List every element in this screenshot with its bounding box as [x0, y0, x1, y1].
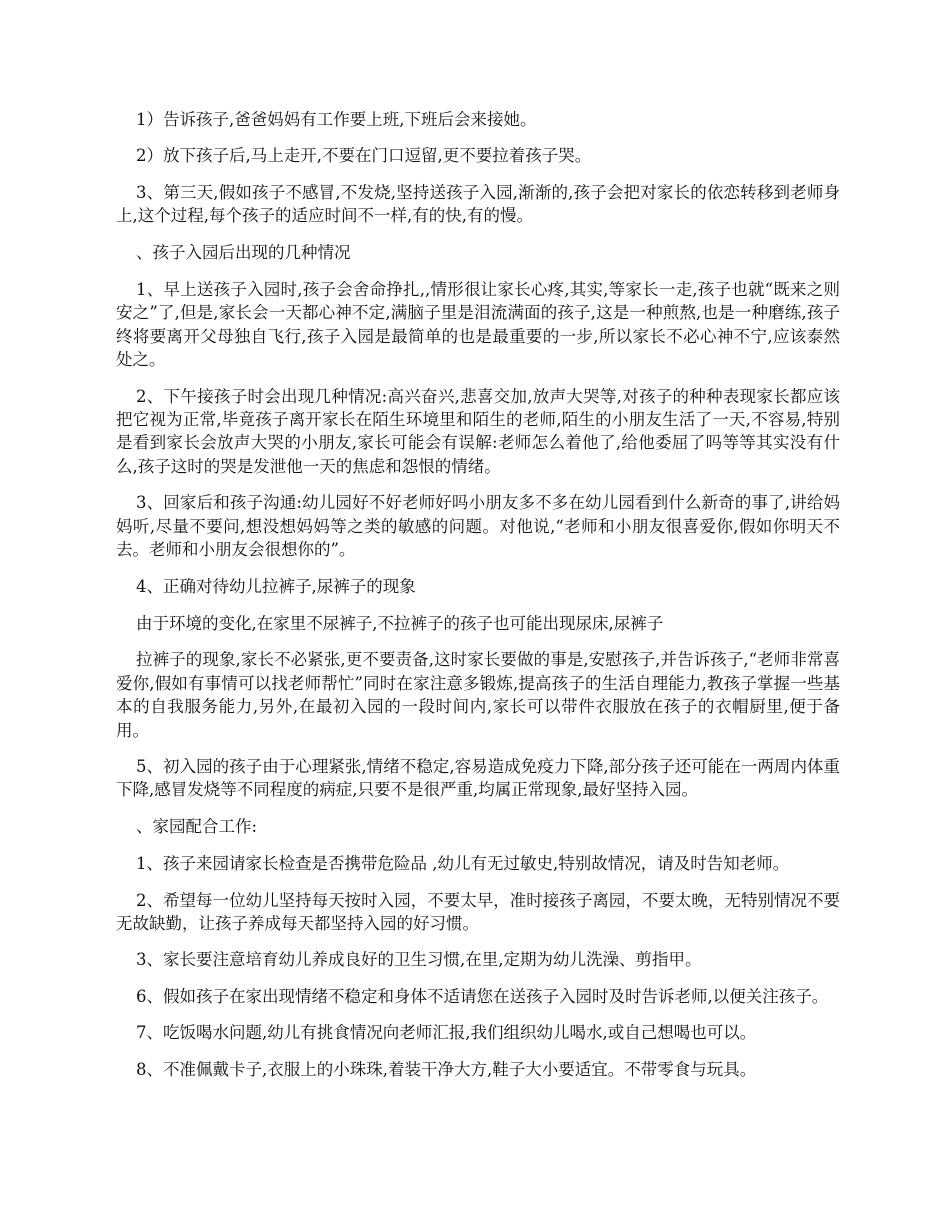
paragraph-step-2: 2）放下孩子后,马上走开,不要在门口逗留,更不要拉着孩子哭。	[136, 146, 592, 166]
paragraph-step-1: 1）告诉孩子,爸爸妈妈有工作要上班,下班后会来接她。	[136, 110, 537, 129]
section-heading-cooperation: 、家园配合工作:	[136, 816, 258, 836]
paragraph-afternoon-pickup: 2、下午接孩子时会出现几种情况:高兴奋兴,悲喜交加,放声大哭等,对孩子的种种表现家长都应该把它视为正常,毕竟孩子离开家长在陌生环境里和陌生的老师,陌生的小朋友生活了一天,不容易,特别是看到家长会放声大哭的小朋友,家长可能会有误解:老师怎么着他了,给他委屈了吗等等其实没有什么,孩子这时的哭是发泄他一天的焦虑和怨恨的情绪。	[116, 386, 840, 476]
document-body	[116, 108, 840, 1094]
paragraph-home-communication: 3、回家后和孩子沟通:幼儿园好不好老师好吗小朋友多不多在幼儿园看到什么新奇的事了,讲给妈妈听,尽量不要问,想没想妈妈等之类的敏感的问题。对他说,“老师和小朋友很喜爱你,假如你明天不去。老师和小朋友会很想你的”。	[116, 493, 840, 560]
section-heading-situations: 、孩子入园后出现的几种情况	[136, 242, 351, 262]
paragraph-emotion: 6、假如孩子在家出现情绪不稳定和身体不适请您在送孩子入园时及时告诉老师,以便关注孩子。	[136, 986, 829, 1006]
paragraph-morning-dropoff: 1、早上送孩子入园时,孩子会舍命挣扎,,情形很让家长心疼,其实,等家长一走,孩子也就“既来之则安之”了,但是,家长会一天都心神不定,满脑子里是泪流满面的孩子,这是一种煎熬,也是一种磨练,孩子终将要离开父母独自飞行,孩子入园是最简单的也是最重要的一步,所以家长不必心神不宁,应该泰然处之。	[116, 280, 840, 370]
paragraph-third-day: 3、第三天,假如孩子不感冒,不发烧,坚持送孩子入园,渐渐的,孩子会把对家长的依恋转移到老师身上,这个过程,每个孩子的适应时间不一样,有的快,有的慢。	[116, 182, 840, 226]
paragraph-dress-code: 8、不准佩戴卡子,衣服上的小珠珠,着装干净大方,鞋子大小要适宜。不带零食与玩具。	[136, 1059, 757, 1079]
section-heading-toilet: 4、正确对待幼儿拉裤子,尿裤子的现象	[136, 576, 416, 596]
paragraph-eating-drinking: 7、吃饭喝水问题,幼儿有挑食情况向老师汇报,我们组织幼儿喝水,或自己想喝也可以。	[136, 1023, 757, 1043]
paragraph-safety-check: 1、孩子来园请家长检查是否携带危险品 ,幼儿有无过敏史,特别故情况，请及时告知老师。	[136, 854, 790, 874]
paragraph-immunity: 5、初入园的孩子由于心理紧张,情绪不稳定,容易造成免疫力下降,部分孩子还可能在一两周内体重下降,感冒发烧等不同程度的病症,只要不是很严重,均属正常现象,最好坚持入园。	[116, 756, 840, 800]
paragraph-environment-change: 由于环境的变化,在家里不尿裤子,不拉裤子的孩子也可能出现尿床,尿裤子	[136, 613, 664, 633]
paragraph-hygiene: 3、家长要注意培育幼儿养成良好的卫生习惯,在里,定期为幼儿洗澡、剪指甲。	[136, 950, 702, 970]
paragraph-attendance: 2、希望每一位幼儿坚持每天按时入园，不要太早，准时接孩子离园，不要太晚，无特别情况不要无故缺勤，让孩子养成每天都坚持入园的好习惯。	[116, 890, 840, 933]
paragraph-parent-response: 拉裤子的现象,家长不必紧张,更不要责备,这时家长要做的事是,安慰孩子,并告诉孩子,“老师非常喜爱你,假如有事情可以找老师帮忙”同时在家注意多锻炼,提高孩子的生活自理能力,教孩子掌握一些基本的自我服务能力,另外,在最初入园的一段时间内,家长可以带件衣服放在孩子的衣帽厨里,便于备用。	[116, 650, 840, 740]
